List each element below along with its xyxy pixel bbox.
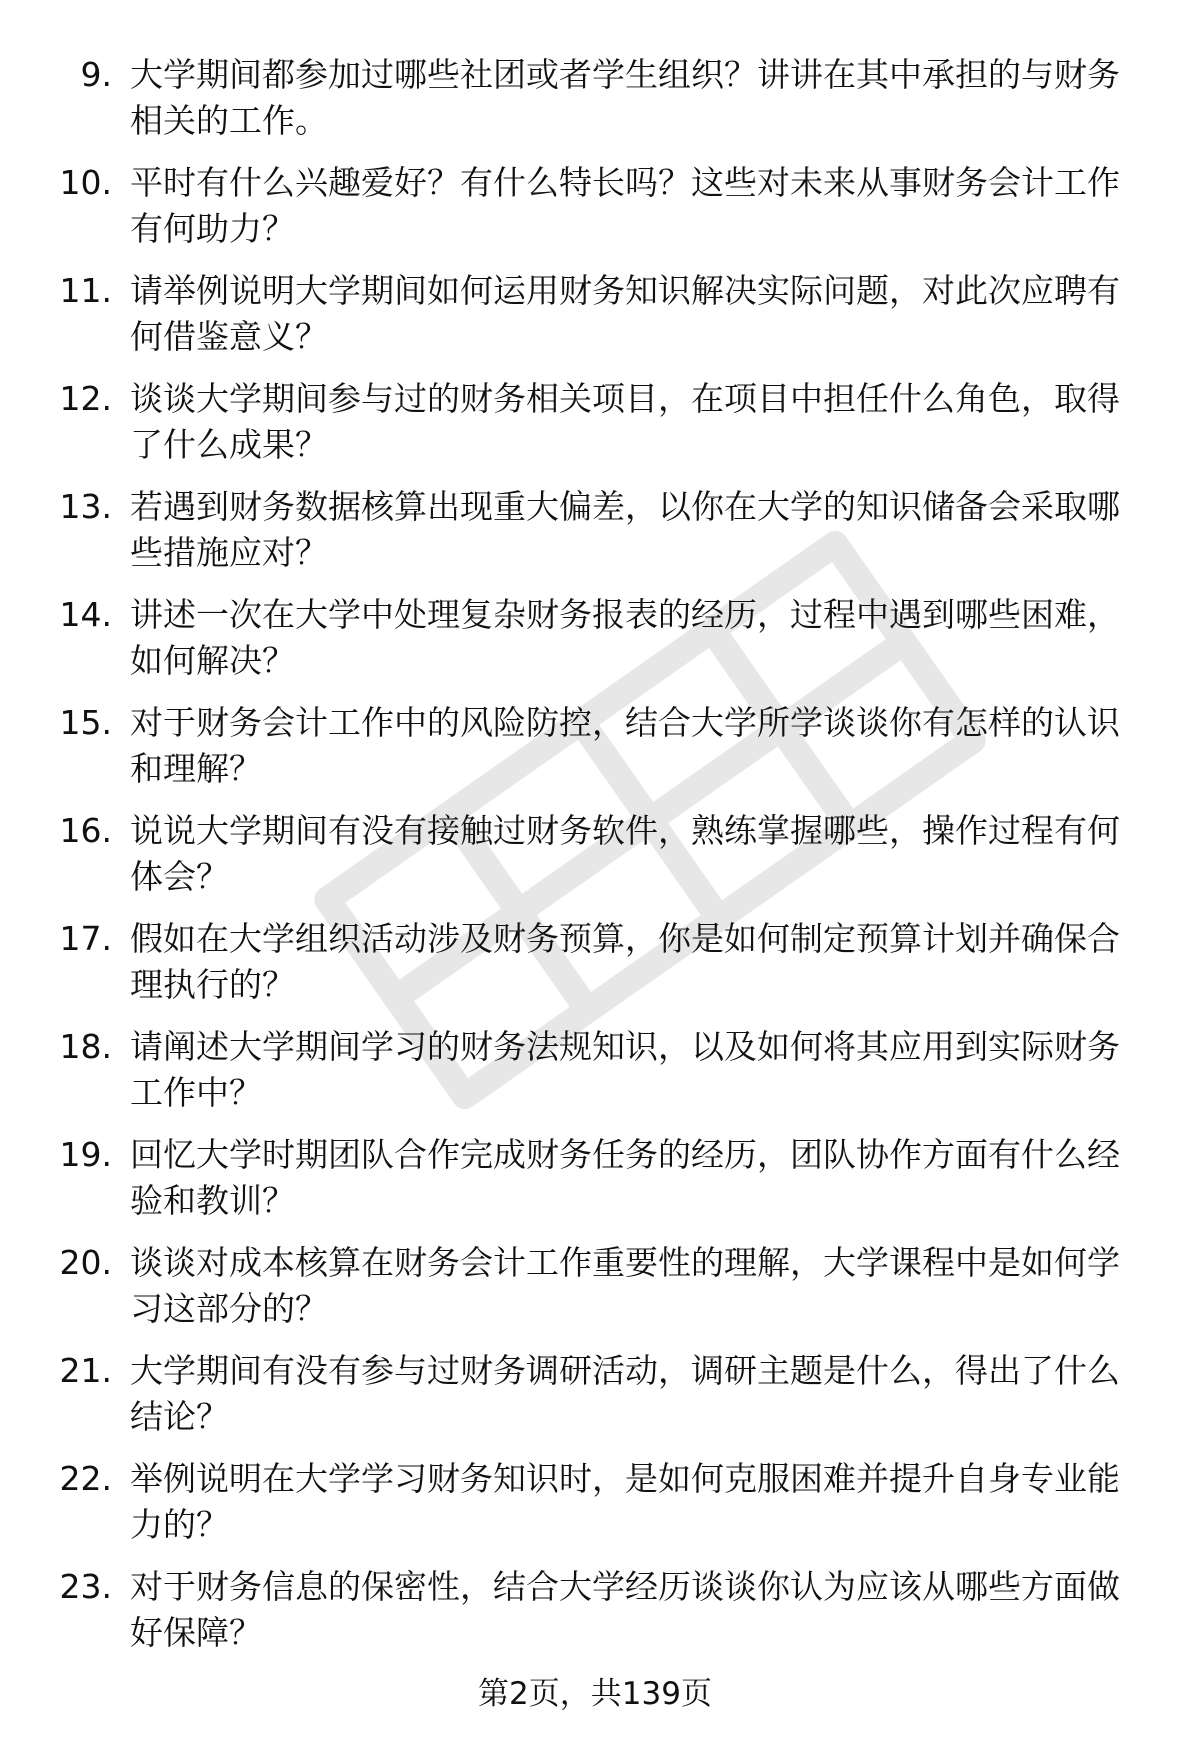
question-text: 平时有什么兴趣爱好？有什么特长吗？这些对未来从事财务会计工作有何助力？	[130, 163, 1120, 248]
question-number: 21.	[59, 1351, 112, 1390]
question-text: 举例说明在大学学习财务知识时，是如何克服困难并提升自身专业能力的？	[130, 1459, 1120, 1544]
question-text: 对于财务会计工作中的风险防控，结合大学所学谈谈你有怎样的认识和理解？	[130, 703, 1120, 788]
question-item	[0, 484, 1190, 592]
question-number: 19.	[59, 1135, 112, 1174]
question-number: 17.	[59, 919, 112, 958]
question-item	[0, 808, 1190, 916]
question-text: 大学期间都参加过哪些社团或者学生组织？讲讲在其中承担的与财务相关的工作。	[130, 55, 1120, 140]
question-item	[0, 700, 1190, 808]
question-text: 大学期间有没有参与过财务调研活动，调研主题是什么，得出了什么结论？	[130, 1351, 1120, 1436]
question-number: 16.	[59, 811, 112, 850]
question-text: 讲述一次在大学中处理复杂财务报表的经历，过程中遇到哪些困难，如何解决？	[130, 595, 1120, 680]
question-item	[0, 1348, 1190, 1456]
question-text: 请举例说明大学期间如何运用财务知识解决实际问题，对此次应聘有何借鉴意义？	[130, 271, 1120, 356]
question-number: 10.	[59, 163, 112, 202]
question-item	[0, 1132, 1190, 1240]
question-item	[0, 268, 1190, 376]
question-text: 回忆大学时期团队合作完成财务任务的经历，团队协作方面有什么经验和教训？	[130, 1135, 1120, 1220]
question-item	[0, 592, 1190, 700]
question-number: 22.	[59, 1459, 112, 1498]
question-number: 12.	[59, 379, 112, 418]
question-item	[0, 52, 1190, 160]
question-text: 假如在大学组织活动涉及财务预算，你是如何制定预算计划并确保合理执行的？	[130, 919, 1120, 1004]
question-number: 9.	[80, 55, 112, 94]
question-text: 对于财务信息的保密性，结合大学经历谈谈你认为应该从哪些方面做好保障？	[130, 1567, 1120, 1652]
question-text: 谈谈对成本核算在财务会计工作重要性的理解，大学课程中是如何学习这部分的？	[130, 1243, 1120, 1328]
question-item	[0, 376, 1190, 484]
question-number: 14.	[59, 595, 112, 634]
question-number: 13.	[59, 487, 112, 526]
question-text: 谈谈大学期间参与过的财务相关项目，在项目中担任什么角色，取得了什么成果？	[130, 379, 1120, 464]
question-number: 23.	[59, 1567, 112, 1606]
question-item	[0, 1456, 1190, 1564]
question-item	[0, 1564, 1190, 1672]
question-text: 请阐述大学期间学习的财务法规知识，以及如何将其应用到实际财务工作中？	[130, 1027, 1120, 1112]
question-number: 18.	[59, 1027, 112, 1066]
question-item	[0, 1240, 1190, 1348]
question-number: 15.	[59, 703, 112, 742]
question-item	[0, 916, 1190, 1024]
question-number: 20.	[59, 1243, 112, 1282]
question-list	[0, 52, 1190, 1672]
question-number: 11.	[59, 271, 112, 310]
question-item	[0, 160, 1190, 268]
question-item	[0, 1024, 1190, 1132]
question-text: 若遇到财务数据核算出现重大偏差，以你在大学的知识储备会采取哪些措施应对？	[130, 487, 1120, 572]
page-number-footer: 第2页，共139页	[478, 1676, 712, 1712]
question-text: 说说大学期间有没有接触过财务软件，熟练掌握哪些，操作过程有何体会？	[130, 811, 1120, 896]
